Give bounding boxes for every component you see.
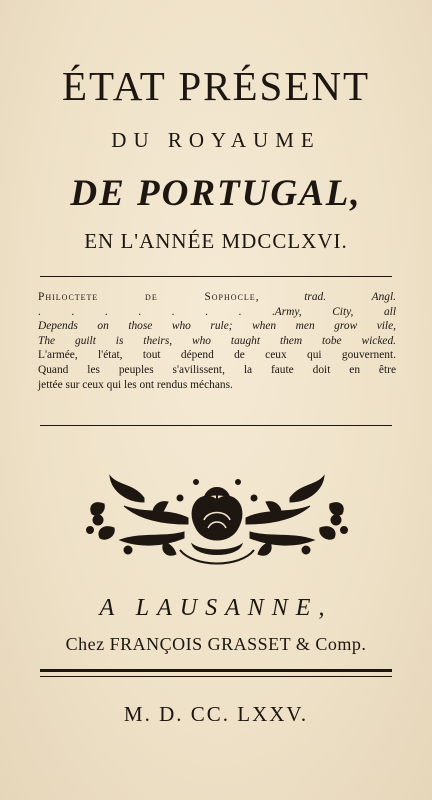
middle-rule [40, 425, 392, 426]
epigraph-translation-note: , trad. Angl. [255, 291, 396, 303]
epigraph-line-7: jettée sur ceux qui les ont rendus méchans. [38, 378, 233, 391]
book-year-line: EN L'ANNÉE MDCCLXVI. [84, 229, 348, 253]
epigraph-ellipsis: . . . . . . . . [38, 305, 275, 318]
epigraph-line-4: The guilt is theirs, who taught them tobe wicked. [38, 334, 396, 347]
imprint-publisher: Chez FRANÇOIS GRASSET & Comp. [65, 634, 367, 654]
book-title: ÉTAT PRÉSENT [61, 63, 371, 109]
epigraph-line-6: Quand les peuples s'avilissent, la faute doit en être [38, 363, 396, 376]
bottom-double-rule-lower [40, 676, 392, 677]
epigraph-author: Philoctete de Sophocle [38, 291, 256, 303]
epigraph-line-3: Depends on those who rule; when men grow vile, [38, 320, 396, 333]
imprint-city: A LAUSANNE, [99, 595, 333, 621]
floral-vignette-icon [84, 458, 350, 568]
book-subtitle: DU ROYAUME [111, 128, 321, 152]
publication-date: M. D. CC. LXXV. [123, 702, 309, 726]
epigraph-line-5: L'armée, l'état, tout dépend de ceux qui gouvernent. [38, 349, 396, 362]
book-country: DE PORTUGAL, [70, 173, 362, 214]
epigraph-line-2-text: Army, City, all [274, 305, 396, 318]
top-rule [40, 276, 392, 277]
epigraph-line-1 [38, 290, 396, 305]
epigraph-line-2 [38, 305, 396, 320]
bottom-double-rule-upper [40, 669, 392, 672]
epigraph [38, 290, 396, 392]
